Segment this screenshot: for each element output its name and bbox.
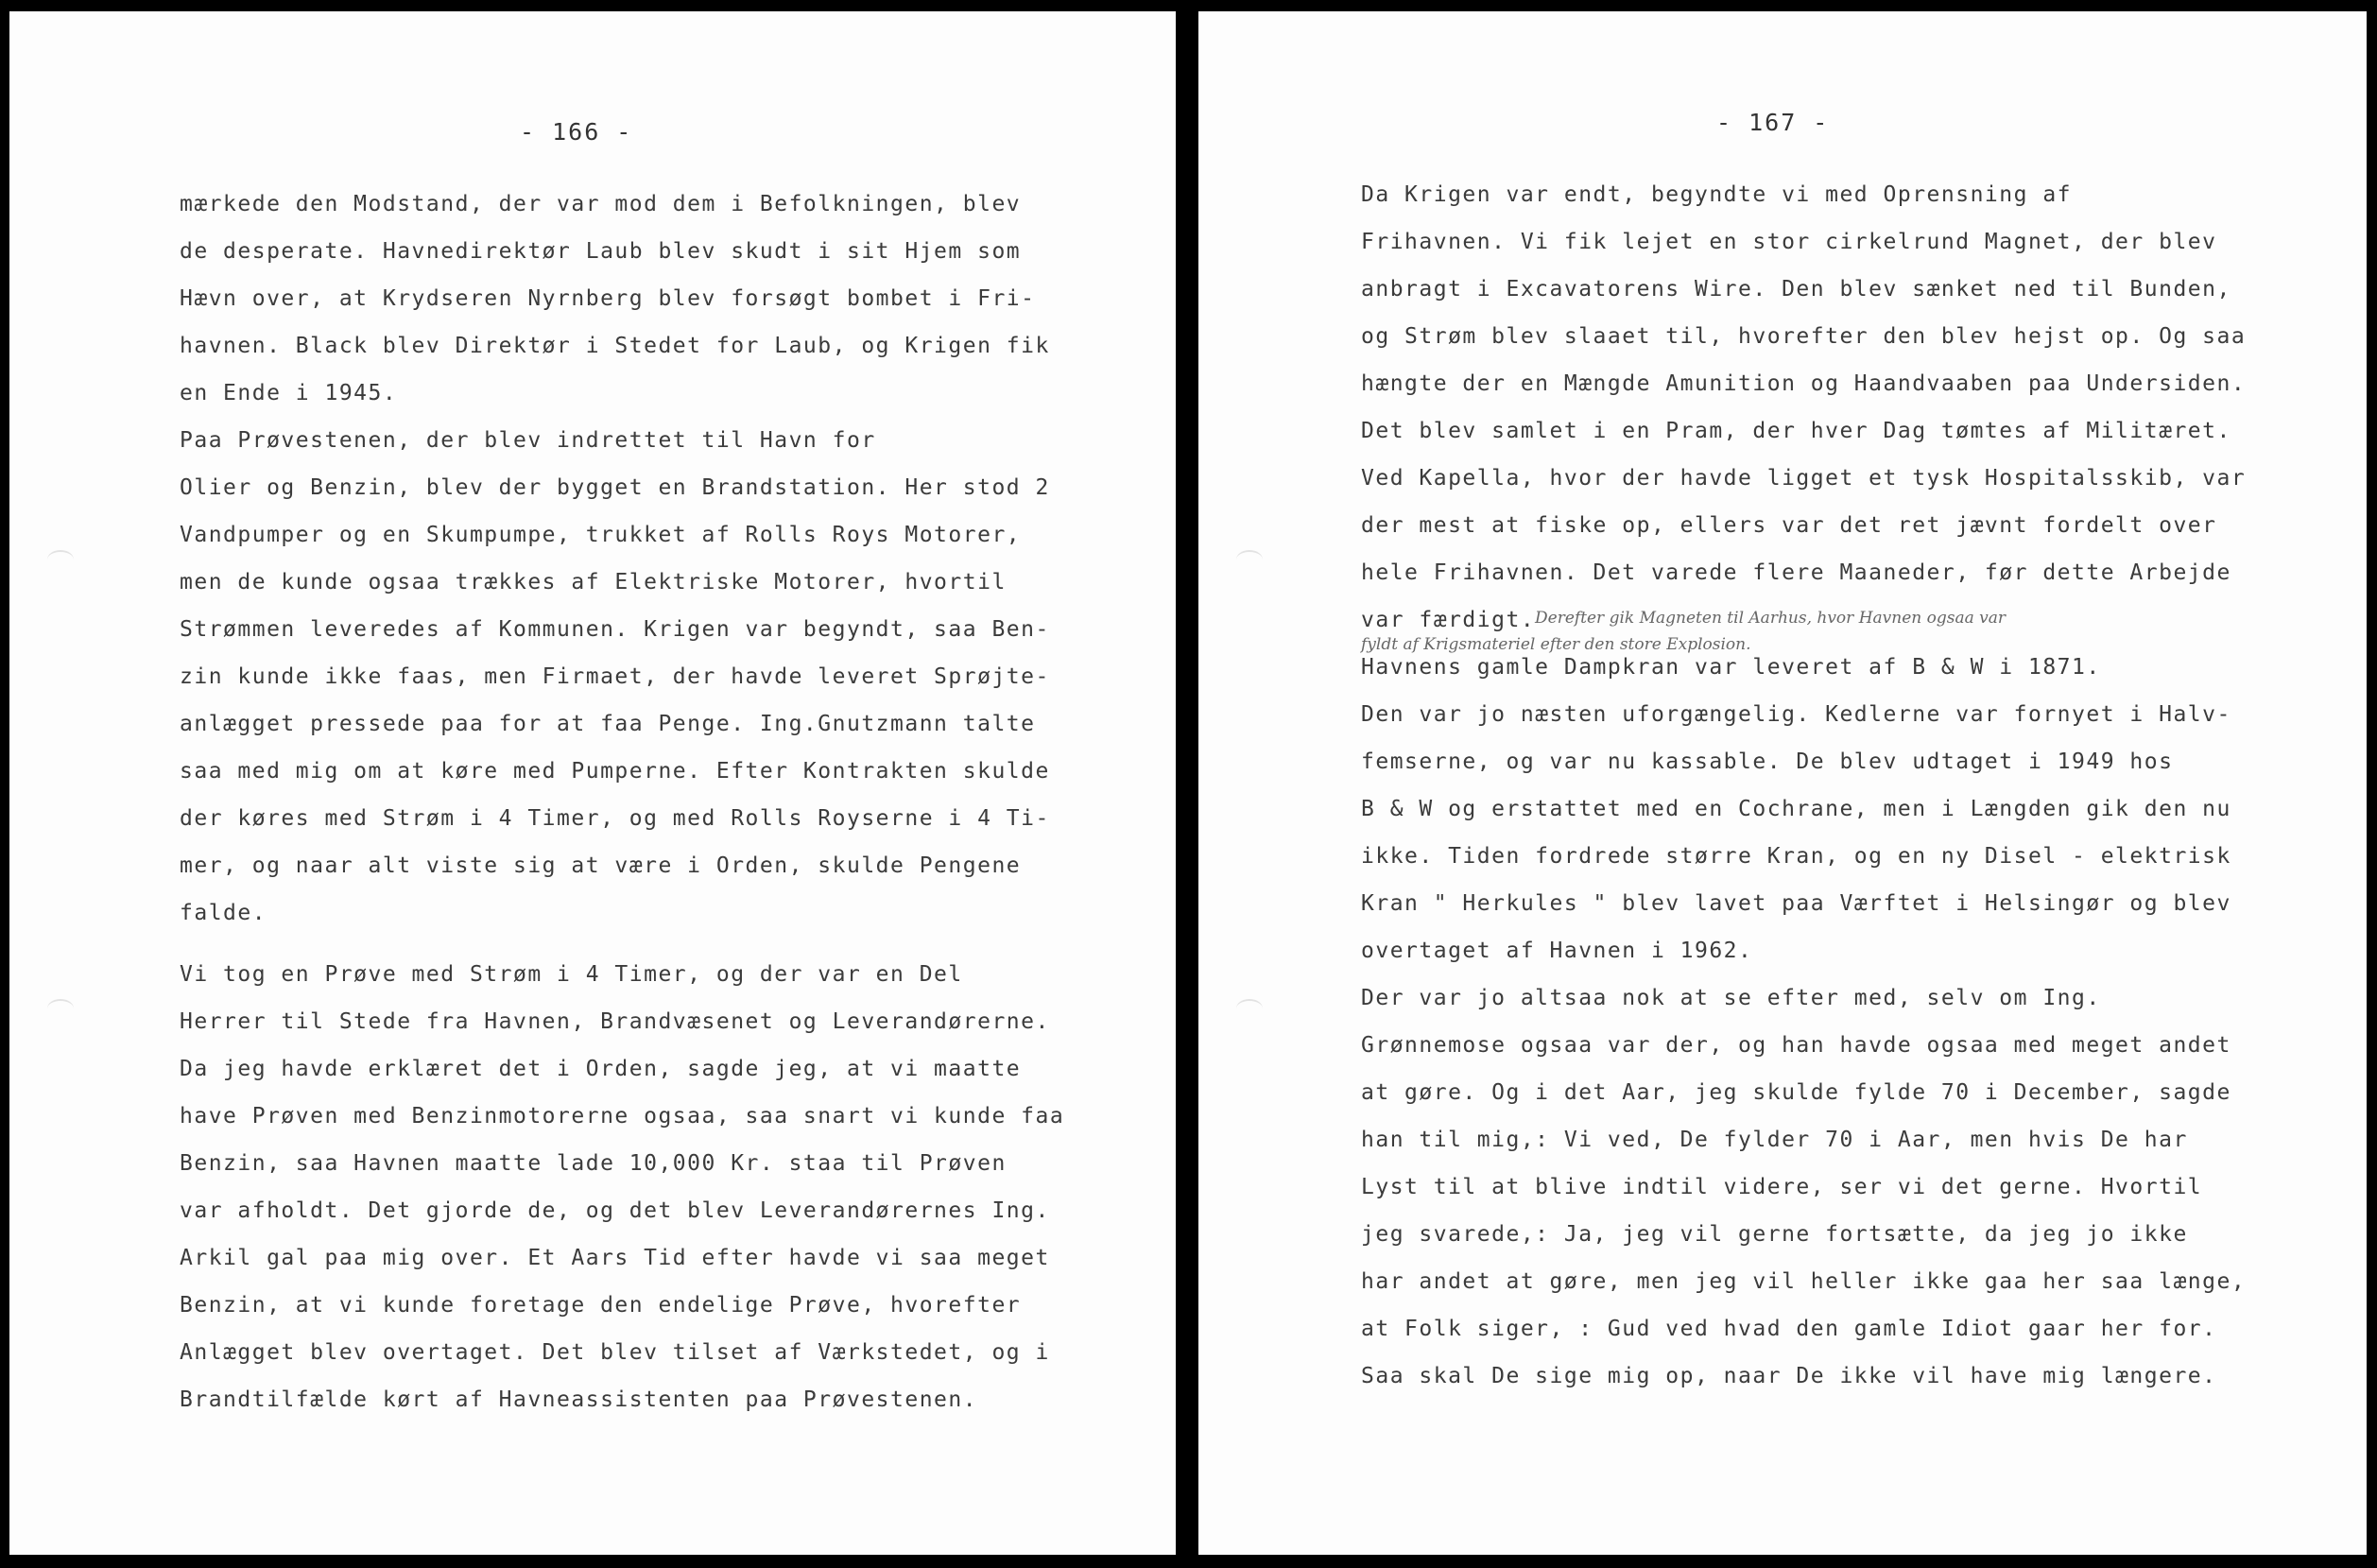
- text-line: Strømmen leveredes af Kommunen. Krigen var begyndt, saa Ben-: [180, 617, 1050, 642]
- text-line: mærkede den Modstand, der var mod dem i Befolkningen, blev: [180, 192, 1022, 216]
- text-line: Vi tog en Prøve med Strøm i 4 Timer, og der var en Del: [180, 962, 963, 987]
- text-line: de desperate. Havnedirektør Laub blev skudt i sit Hjem som: [180, 239, 1022, 264]
- text-line: falde.: [180, 901, 267, 925]
- text-line: der mest at fiske op, ellers var det ret jævnt fordelt over: [1361, 513, 2217, 538]
- text-line: Arkil gal paa mig over. Et Aars Tid efter havde vi saa meget: [180, 1246, 1050, 1270]
- text-line: anbragt i Excavatorens Wire. Den blev sænket ned til Bunden,: [1361, 277, 2231, 302]
- text-line: der køres med Strøm i 4 Timer, og med Rolls Royserne i 4 Ti-: [180, 806, 1050, 831]
- handwritten-note: fyldt af Krigsmateriel efter den store Explosion.: [1361, 635, 1751, 654]
- text-line: Herrer til Stede fra Havnen, Brandvæsenet og Leverandørerne.: [180, 1009, 1050, 1034]
- text-line: Hævn over, at Krydseren Nyrnberg blev forsøgt bombet i Fri-: [180, 286, 1036, 311]
- text-line: Anlægget blev overtaget. Det blev tilset af Værkstedet, og i: [180, 1340, 1050, 1365]
- text-line: Kran " Herkules " blev lavet paa Værftet i Helsingør og blev: [1361, 891, 2231, 916]
- text-line: hængte der en Mængde Amunition og Haandvaaben paa Undersiden.: [1361, 371, 2247, 396]
- text-line: at Folk siger, : Gud ved hvad den gamle Idiot gaar her for.: [1361, 1317, 2217, 1341]
- text-line: og Strøm blev slaaet til, hvorefter den blev hejst op. Og saa: [1361, 324, 2247, 349]
- text-line: Lyst til at blive indtil videre, ser vi det gerne. Hvortil: [1361, 1175, 2203, 1199]
- page-number: - 167 -: [1716, 109, 1830, 136]
- text-line: Olier og Benzin, blev der bygget en Brandstation. Her stod 2: [180, 475, 1050, 500]
- text-line: Havnens gamle Dampkran var leveret af B & W i 1871.: [1361, 655, 2101, 680]
- text-line: Vandpumper og en Skumpumpe, trukket af Rolls Roys Motorer,: [180, 523, 1022, 547]
- punch-hole-mark: [47, 999, 74, 1018]
- text-line: at gøre. Og i det Aar, jeg skulde fylde 70 i December, sagde: [1361, 1080, 2231, 1105]
- page-number: - 166 -: [520, 118, 633, 146]
- text-line: Da Krigen var endt, begyndte vi med Oprensning af: [1361, 182, 2073, 207]
- text-line: havnen. Black blev Direktør i Stedet for Laub, og Krigen fik: [180, 334, 1050, 358]
- handwritten-note: Derefter gik Magneten til Aarhus, hvor Havnen ogsaa var: [1535, 609, 2006, 628]
- text-line: zin kunde ikke faas, men Firmaet, der havde leveret Sprøjte-: [180, 664, 1050, 689]
- text-line: ikke. Tiden fordrede større Kran, og en ny Disel - elektrisk: [1361, 844, 2231, 869]
- right-page: [1198, 11, 2367, 1555]
- text-line: Der var jo altsaa nok at se efter med, selv om Ing.: [1361, 986, 2101, 1010]
- text-line: saa med mig om at køre med Pumperne. Efter Kontrakten skulde: [180, 759, 1050, 784]
- text-line: Da jeg havde erklæret det i Orden, sagde jeg, at vi maatte: [180, 1057, 1022, 1081]
- text-line: var færdigt.: [1361, 608, 1536, 632]
- text-line: Frihavnen. Vi fik lejet en stor cirkelrund Magnet, der blev: [1361, 230, 2217, 254]
- text-line: har andet at gøre, men jeg vil heller ikke gaa her saa længe,: [1361, 1269, 2247, 1294]
- text-line: mer, og naar alt viste sig at være i Orden, skulde Pengene: [180, 853, 1022, 878]
- text-line: overtaget af Havnen i 1962.: [1361, 939, 1753, 963]
- text-line: Benzin, at vi kunde foretage den endelige Prøve, hvorefter: [180, 1293, 1022, 1318]
- punch-hole-mark: [1236, 550, 1263, 569]
- punch-hole-mark: [47, 550, 74, 569]
- text-line: femserne, og var nu kassable. De blev udtaget i 1949 hos: [1361, 750, 2174, 774]
- text-line: Grønnemose ogsaa var der, og han havde ogsaa med meget andet: [1361, 1033, 2231, 1058]
- text-line: Benzin, saa Havnen maatte lade 10,000 Kr. staa til Prøven: [180, 1151, 1007, 1176]
- text-line: hele Frihavnen. Det varede flere Maaneder, før dette Arbejde: [1361, 560, 2231, 585]
- text-line: jeg svarede,: Ja, jeg vil gerne fortsætte, da jeg jo ikke: [1361, 1222, 2188, 1247]
- text-line: Den var jo næsten uforgængelig. Kedlerne var fornyet i Halv-: [1361, 702, 2231, 727]
- punch-hole-mark: [1236, 999, 1263, 1018]
- left-page: [9, 11, 1176, 1555]
- text-line: B & W og erstattet med en Cochrane, men i Længden gik den nu: [1361, 797, 2231, 821]
- text-line: Saa skal De sige mig op, naar De ikke vil have mig længere.: [1361, 1364, 2217, 1388]
- text-line: men de kunde ogsaa trækkes af Elektriske Motorer, hvortil: [180, 570, 1007, 594]
- text-line: var afholdt. Det gjorde de, og det blev Leverandørernes Ing.: [180, 1198, 1050, 1223]
- text-line: Det blev samlet i en Pram, der hver Dag tømtes af Militæret.: [1361, 419, 2231, 443]
- text-line: Paa Prøvestenen, der blev indrettet til Havn for: [180, 428, 876, 453]
- text-line: han til mig,: Vi ved, De fylder 70 i Aar, men hvis De har: [1361, 1128, 2188, 1152]
- text-line: Brandtilfælde kørt af Havneassistenten paa Prøvestenen.: [180, 1387, 978, 1412]
- text-line: Ved Kapella, hvor der havde ligget et tysk Hospitalsskib, var: [1361, 466, 2247, 491]
- text-line: en Ende i 1945.: [180, 381, 398, 405]
- text-line: have Prøven med Benzinmotorerne ogsaa, saa snart vi kunde faa: [180, 1104, 1065, 1129]
- text-line: anlægget pressede paa for at faa Penge. Ing.Gnutzmann talte: [180, 712, 1036, 736]
